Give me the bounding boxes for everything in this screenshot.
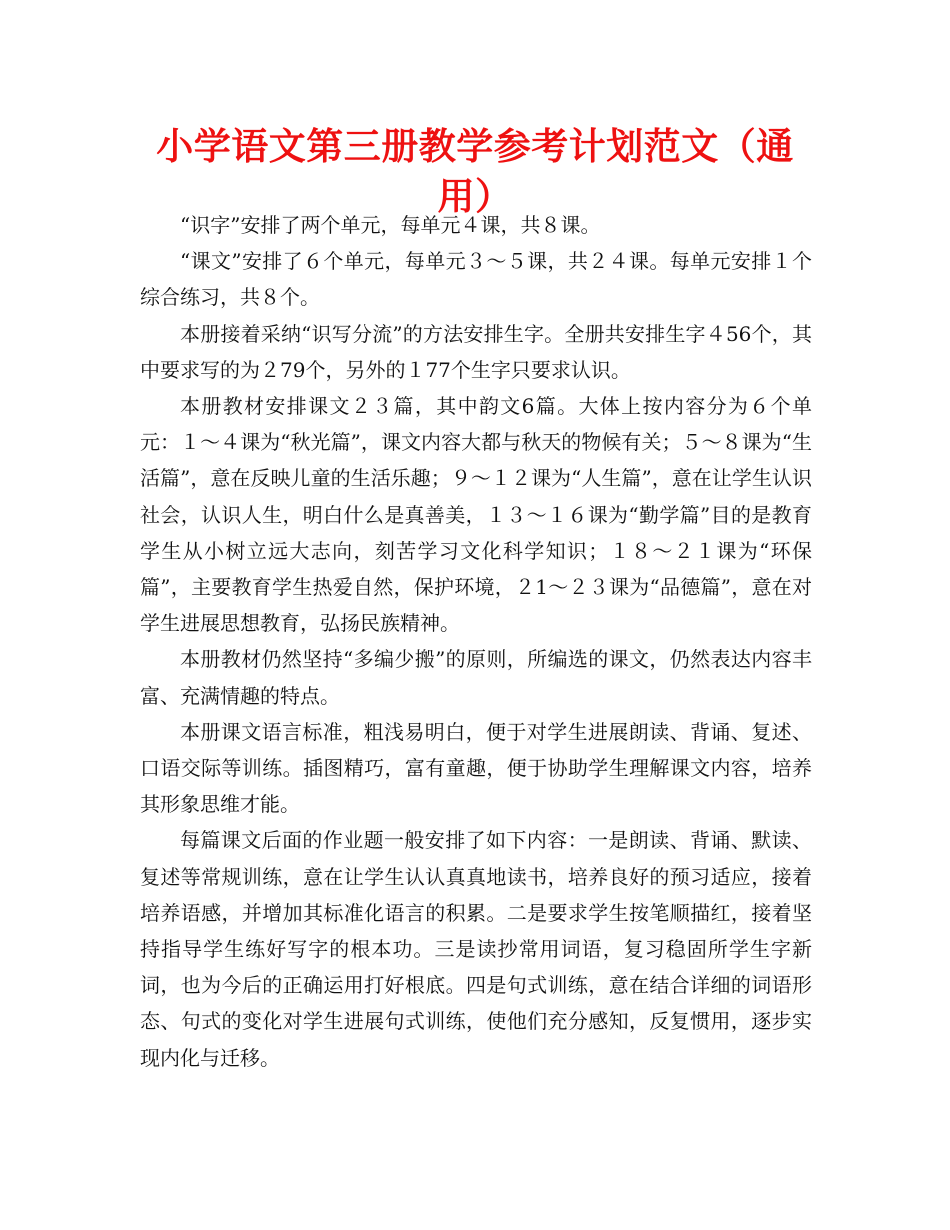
paragraph-1: “识字”安排了两个单元，每单元４课，共８课。 bbox=[180, 213, 601, 237]
paragraph-4: 本册教材安排课文２３篇，其中韵文6篇。大体上按内容分为６个单元：１～４课为“秋光篇”，课文内容大都与秋天的物候有关；５～８课为“生活篇”，意在反映儿童的生活乐趣；９～１２课为“人生篇”，意在让学生认识社会，认识人生，明白什么是真善美，１３～１６课为“勤学篇”目的是教育学生从小树立远大志向，刻苦学习文化科学知识；１８～２１课为“环保篇”，主要教育学生热爱自然，保护环境，２1～２３课为“品德篇”，意在对学生进展思想教育，弘扬民族精神。 bbox=[140, 394, 812, 636]
paragraph-2: “课文”安排了６个单元，每单元３～５课，共２４课。每单元安排１个综合练习，共８个。 bbox=[140, 249, 812, 310]
document-body bbox=[140, 207, 812, 1076]
document-title: 小学语文第三册教学参考计划范文（通用） bbox=[156, 125, 794, 218]
paragraph-3: 本册接着采纳“识写分流”的方法安排生字。全册共安排生字４56个，其中要求写的为２79个，另外的１77个生字只要求认识。 bbox=[140, 321, 812, 382]
paragraph-6: 本册课文语言标准，粗浅易明白，便于对学生进展朗读、背诵、复述、口语交际等训练。插图精巧，富有童趣，便于协助学生理解课文内容，培养其形象思维才能。 bbox=[140, 719, 812, 817]
paragraph-5: 本册教材仍然坚持“多编少搬”的原则，所编选的课文，仍然表达内容丰富、充满情趣的特点。 bbox=[140, 647, 812, 708]
paragraph-7: 每篇课文后面的作业题一般安排了如下内容：一是朗读、背诵、默读、复述等常规训练，意在让学生认认真真地读书，培养良好的预习适应，接着培养语感，并增加其标准化语言的积累。二是要求学生按笔顺描红，接着坚持指导学生练好写字的根本功。三是读抄常用词语，复习稳固所学生字新词，也为今后的正确运用打好根底。四是句式训练，意在结合详细的词语形态、句式的变化对学生进展句式训练，使他们充分感知，反复惯用，逐步实现内化与迁移。 bbox=[140, 828, 812, 1070]
